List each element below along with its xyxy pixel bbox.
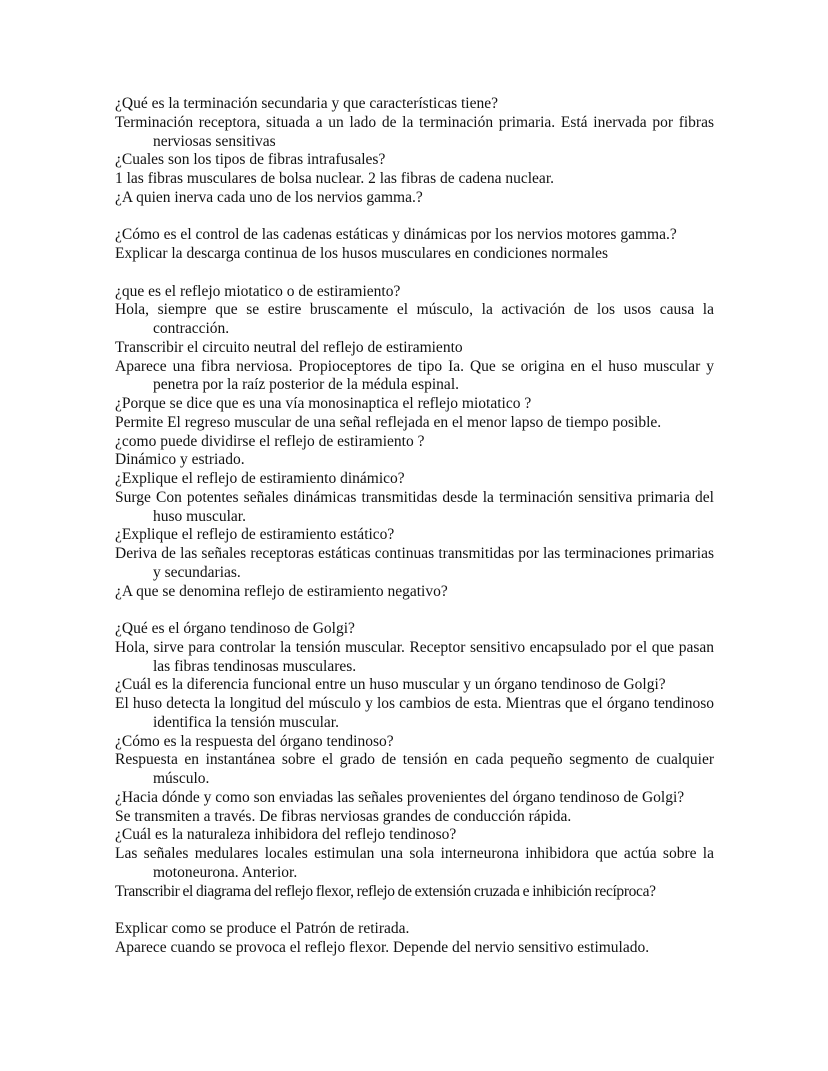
question-paragraph: ¿Hacia dónde y como son enviadas las señales provenientes del órgano tendinoso de Golgi? <box>115 788 685 806</box>
question-paragraph: ¿Qué es el órgano tendinoso de Golgi? <box>115 620 355 637</box>
question-paragraph: ¿Cuál es la naturaleza inhibidora del reflejo tendinoso? <box>115 826 457 844</box>
question-paragraph: ¿Cómo es el control de las cadenas estáticas y dinámicas por los nervios motores gamma.? <box>115 226 677 244</box>
question-paragraph: ¿Qué es la terminación secundaria y que características tiene? <box>115 95 498 112</box>
blank-line <box>115 601 714 620</box>
question-paragraph: ¿Cómo es la respuesta del órgano tendinoso? <box>115 732 394 750</box>
answer-paragraph: Terminación receptora, situada a un lado de la terminación primaria. Está inervada por fibras nerviosas sensitivas <box>115 113 714 150</box>
question-paragraph: ¿Cuál es la diferencia funcional entre un huso muscular y un órgano tendinoso de Golgi? <box>115 676 666 694</box>
question-paragraph: ¿Explique el reflejo de estiramiento dinámico? <box>115 470 405 487</box>
question-paragraph: Transcribir el diagrama del reflejo flexor, reflejo de extensión cruzada e inhibición recíproca? <box>115 882 656 900</box>
answer-paragraph: Permite El regreso muscular de una señal reflejada en el menor lapso de tiempo posible. <box>115 413 662 431</box>
answer-paragraph: Deriva de las señales receptoras estáticas continuas transmitidas por las terminaciones primarias y secundarias. <box>115 545 714 581</box>
answer-paragraph: El huso detecta la longitud del músculo y los cambios de esta. Mientras que el órgano tendinoso identifica la tensión muscular. <box>115 695 714 731</box>
question-paragraph: ¿que es el reflejo miotatico o de estiramiento? <box>115 282 401 300</box>
question-paragraph: ¿Cuales son los tipos de fibras intrafusales? <box>115 151 386 169</box>
answer-paragraph: Hola, siempre que se estire bruscamente el músculo, la activación de los usos causa la contracción. <box>115 301 714 337</box>
blank-line <box>115 901 714 920</box>
answer-paragraph: Las señales medulares locales estimulan una sola interneurona inhibidora que actúa sobre la motoneurona. Anterior. <box>115 845 714 881</box>
question-paragraph: ¿Explique el reflejo de estiramiento estático? <box>115 526 395 544</box>
answer-paragraph: Hola, sirve para controlar la tensión muscular. Receptor sensitivo encapsulado por el que pasan las fibras tendinosas musculares. <box>115 638 714 675</box>
question-paragraph: ¿A que se denomina reflejo de estiramiento negativo? <box>115 582 448 600</box>
question-paragraph: Explicar la descarga continua de los husos musculares en condiciones normales <box>115 245 608 262</box>
question-paragraph: ¿A quien inerva cada uno de los nervios gamma.? <box>115 188 423 206</box>
blank-line <box>115 208 714 227</box>
answer-paragraph: 1 las fibras musculares de bolsa nuclear. 2 las fibras de cadena nuclear. <box>115 170 554 187</box>
question-paragraph: Explicar como se produce el Patrón de retirada. <box>115 920 410 937</box>
question-paragraph: ¿como puede dividirse el reflejo de estiramiento ? <box>115 432 425 450</box>
document-page <box>115 95 714 958</box>
answer-paragraph: Aparece una fibra nerviosa. Propioceptores de tipo Ia. Que se origina en el huso muscular y penetra por la raíz posterior de la médula espinal. <box>115 357 714 394</box>
question-paragraph: ¿Porque se dice que es una vía monosinaptica el reflejo miotatico ? <box>115 395 532 412</box>
blank-line <box>115 264 714 283</box>
answer-paragraph: Se transmiten a través. De fibras nerviosas grandes de conducción rápida. <box>115 807 572 825</box>
answer-paragraph: Surge Con potentes señales dinámicas transmitidas desde la terminación sensitiva primaria del huso muscular. <box>115 488 714 525</box>
answer-paragraph: Dinámico y estriado. <box>115 451 245 469</box>
question-paragraph: Transcribir el circuito neutral del reflejo de estiramiento <box>115 338 463 356</box>
answer-paragraph: Aparece cuando se provoca el reflejo flexor. Depende del nervio sensitivo estimulado. <box>115 938 650 956</box>
answer-paragraph: Respuesta en instantánea sobre el grado de tensión en cada pequeño segmento de cualquier músculo. <box>115 751 714 787</box>
